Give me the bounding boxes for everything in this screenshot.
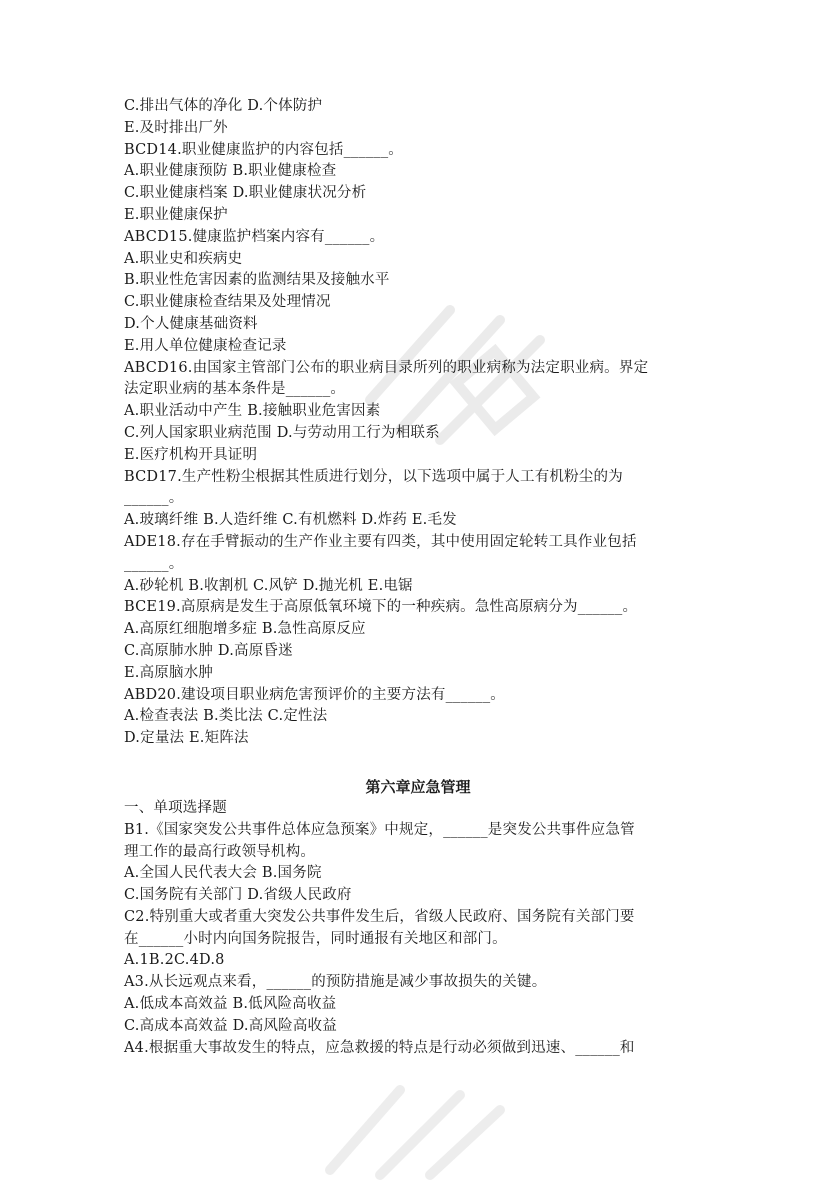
text-line: ______。 — [124, 555, 184, 572]
text-line: A.职业活动中产生 B.接触职业危害因素 — [124, 403, 381, 420]
text-line: ______。 — [124, 490, 184, 507]
text-line: BCD14.职业健康监护的内容包括______。 — [124, 141, 404, 158]
text-line: 一、单项选择题 — [124, 799, 227, 816]
text-line: A.低成本高效益 B.低风险高收益 — [124, 996, 337, 1013]
text-line: ABCD15.健康监护档案内容有______。 — [124, 228, 385, 245]
text-line: 理工作的最高行政领导机构。 — [124, 843, 316, 860]
chapter-title: 第六章应急管理 — [365, 777, 471, 796]
text-line: ABD20.建设项目职业病危害预评价的主要方法有______。 — [124, 686, 506, 703]
text-line: 在______小时内向国务院报告，同时通报有关地区和部门。 — [124, 930, 507, 947]
text-line: E.高原脑水肿 — [124, 664, 214, 681]
document-page — [124, 96, 712, 1059]
question-block-section-2 — [124, 798, 712, 1060]
text-line: E.医疗机构开具证明 — [124, 446, 258, 463]
text-line: A.职业史和疾病史 — [124, 250, 243, 267]
text-line: A.检查表法 B.类比法 C.定性法 — [124, 708, 328, 725]
text-line: C.排出气体的净化 D.个体防护 — [124, 98, 323, 114]
text-line: E.职业健康保护 — [124, 206, 228, 223]
text-line: A4.根据重大事故发生的特点，应急救援的特点是行动必须做到迅速、______和 — [124, 1039, 635, 1056]
text-line: C.高成本高效益 D.高风险高收益 — [124, 1017, 337, 1034]
text-line: A3.从长远观点来看，______的预防措施是减少事故损失的关键。 — [124, 974, 547, 991]
text-line: ABCD16.由国家主管部门公布的职业病目录所列的职业病称为法定职业病。界定 — [124, 359, 649, 376]
text-line: C.高原肺水肿 D.高原昏迷 — [124, 642, 293, 659]
text-line: C.职业健康检查结果及处理情况 — [124, 294, 331, 311]
text-line: C.国务院有关部门 D.省级人民政府 — [124, 887, 352, 904]
text-line: D.定量法 E.矩阵法 — [124, 730, 249, 747]
text-line: A.玻璃纤维 B.人造纤维 C.有机燃料 D.炸药 E.毛发 — [124, 512, 457, 529]
text-line: A.砂轮机 B.收割机 C.风铲 D.抛光机 E.电锯 — [124, 577, 413, 594]
text-line: ADE18.存在手臂振动的生产作业主要有四类，其中使用固定轮转工具作业包括 — [124, 533, 637, 550]
text-line: BCE19.高原病是发生于高原低氧环境下的一种疾病。急性高原病分为______。 — [124, 599, 638, 616]
text-line: B1.《国家突发公共事件总体应急预案》中规定，______是突发公共事件应急管 — [124, 821, 635, 838]
question-block-section-1 — [124, 96, 712, 750]
text-line: C.列人国家职业病范围 D.与劳动用工行为相联系 — [124, 424, 440, 441]
text-line: B.职业性危害因素的监测结果及接触水平 — [124, 272, 390, 289]
text-line: A.1B.2C.4D.8 — [124, 952, 225, 969]
text-line: D.个人健康基础资料 — [124, 315, 258, 332]
text-line: A.高原红细胞增多症 B.急性高原反应 — [124, 621, 366, 638]
text-line: 法定职业病的基本条件是______。 — [124, 381, 346, 398]
text-line: C.职业健康档案 D.职业健康状况分析 — [124, 185, 367, 202]
text-line: A.职业健康预防 B.职业健康检查 — [124, 163, 337, 180]
text-line: A.全国人民代表大会 B.国务院 — [124, 865, 322, 882]
text-line: C2.特别重大或者重大突发公共事件发生后，省级人民政府、国务院有关部门要 — [124, 908, 635, 925]
text-line: BCD17.生产性粉尘根据其性质进行划分，以下选项中属于人工有机粉尘的为 — [124, 468, 623, 485]
text-line: E.用人单位健康检查记录 — [124, 337, 287, 354]
text-line: E.及时排出厂外 — [124, 119, 228, 136]
watermark-bottom — [300, 1040, 540, 1180]
